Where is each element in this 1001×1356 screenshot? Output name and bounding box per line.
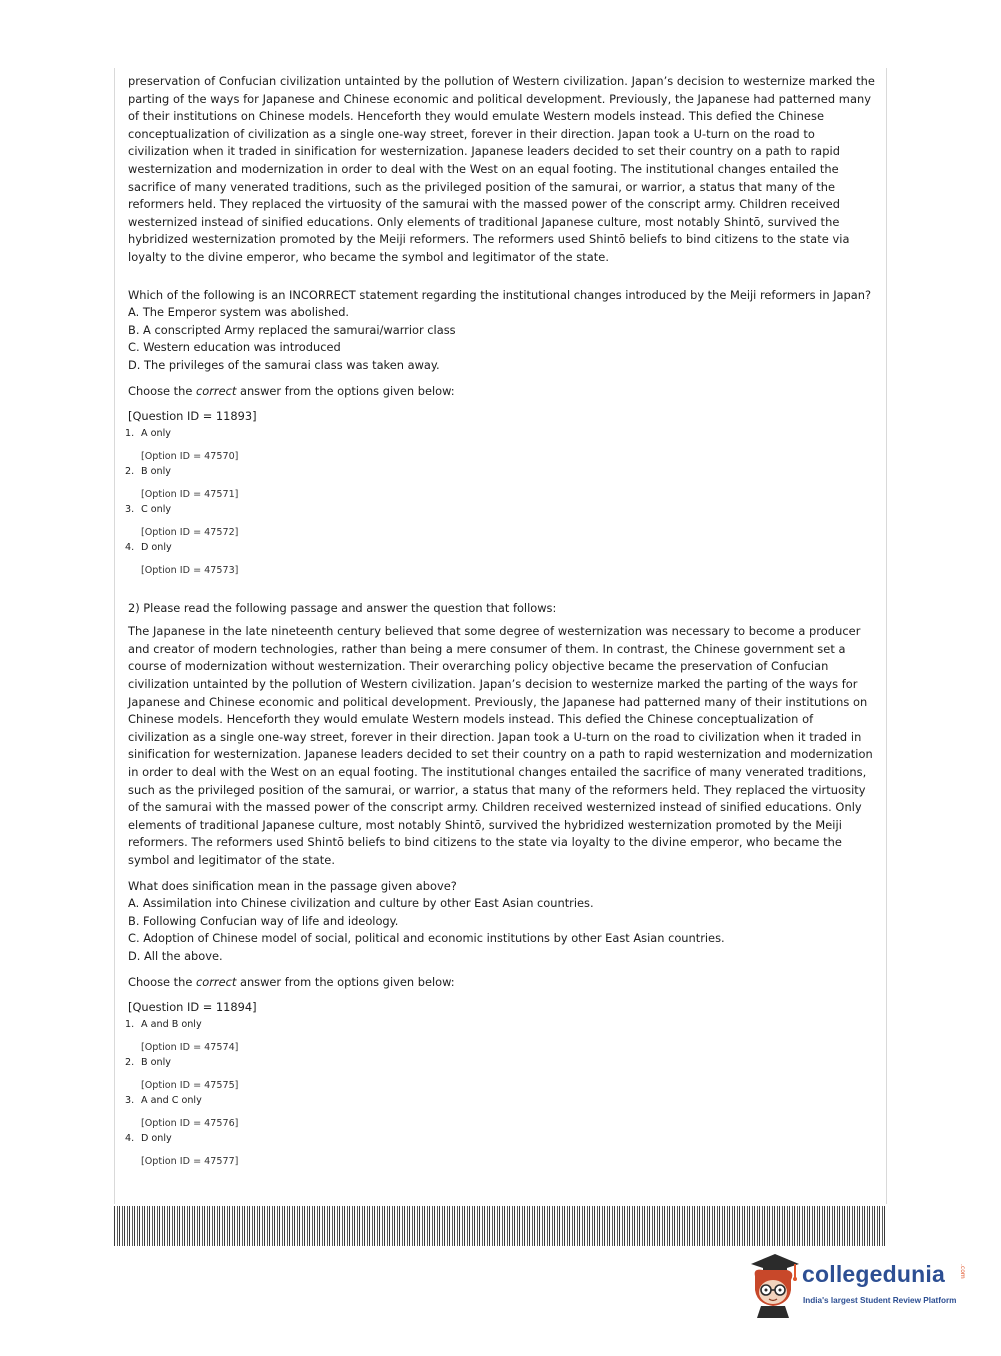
answer-option-2[interactable] <box>123 464 876 479</box>
question-id: [Question ID = 11894] <box>128 1000 257 1015</box>
statement-d: D. All the above. <box>128 948 223 963</box>
mascot-icon <box>745 1250 801 1318</box>
passage-continued: preservation of Confucian civilization untainted by the pollution of Western civilization. Japan’s decision to westernize marked the parting of the ways for Japanese and Chinese economic and political development. Previously, the Japanese had patterned many of their institutions on Chinese models. Henceforth they would emulate Western models instead. This defied the Chinese conceptualization of civilization as a single one-way street, forever in their direction. Japan took a U-turn on the road to civilization when it traded in sinification for westernization. Japanese leaders decided to set their country on a path to rapid westernization and modernization in order to deal with the West on an equal footing. The institutional changes entailed the sacrifice of many venerated traditions, such as the privileged position of the samurai, or warrior, a status that many of the reformers held. They replaced the virtuosity of the samurai with the massed power of the conscript army. Children received westernized instead of sinified educations. Only elements of traditional Japanese culture, most notably Shintō, survived the hybridized westernization promoted by the Meiji reformers. The reformers used Shintō beliefs to bind citizens to the state via loyalty to the divine emperor, who became the symbol and legitimator of the state. <box>128 74 875 264</box>
option-id: [Option ID = 47576] <box>141 1117 239 1129</box>
option-id: [Option ID = 47572] <box>141 526 239 538</box>
answer-number: 1. <box>125 427 135 439</box>
passage: The Japanese in the late nineteenth century believed that some degree of westernization was necessary to become a producer and creator of modern technologies, rather than being a mere consumer of them. In contrast, the Chinese government set a course of modernization without westernization. Their overarching policy objective became the preservation of Confucian civilization untainted by the pollution of Western civilization. Japan’s decision to westernize marked the parting of the ways for Japanese and Chinese economic and political development. Previously, the Japanese had patterned many of their institutions on Chinese models. Henceforth they would emulate Western models instead. This defied the Chinese conceptualization of civilization as a single one-way street, forever in their direction. Japan took a U-turn on the road to civilization when it traded in sinification for westernization. Japanese leaders decided to set their country on a path to rapid westernization and modernization in order to deal with the West on an equal footing. The institutional changes entailed the sacrifice of many venerated traditions, such as the privileged position of the samurai, or warrior, a status that many of the reformers held. They replaced the virtuosity of the samurai with the massed power of the conscript army. Children received westernized instead of sinified educations. Only elements of traditional Japanese culture, most notably Shintō, survived the hybridized westernization promoted by the Meiji reformers. The reformers used Shintō beliefs to bind citizens to the state via loyalty to the divine emperor, who became the symbol and legitimator of the state. <box>128 624 873 867</box>
statement-a: A. The Emperor system was abolished. <box>128 305 350 320</box>
answer-option-4[interactable] <box>123 540 876 555</box>
choose-emphasis: correct <box>196 383 237 398</box>
collegedunia-logo[interactable] <box>745 1250 975 1320</box>
answer-list <box>123 426 876 578</box>
choose-suffix: answer from the options given below: <box>236 974 455 989</box>
choose-instruction <box>128 974 876 992</box>
brand-name: collegedunia <box>802 1261 945 1287</box>
answer-option-1[interactable] <box>123 1017 876 1032</box>
answer-text: B only <box>141 1056 171 1068</box>
answer-text: D only <box>141 541 172 553</box>
option-id: [Option ID = 47577] <box>141 1155 239 1167</box>
barcode-strip <box>114 1206 886 1246</box>
answer-text: D only <box>141 1132 172 1144</box>
choose-emphasis: correct <box>196 974 237 989</box>
answer-number: 2. <box>125 465 135 477</box>
answer-number: 3. <box>125 1094 135 1106</box>
statement-d: D. The privileges of the samurai class was taken away. <box>128 357 440 372</box>
option-id: [Option ID = 47575] <box>141 1079 239 1091</box>
question-2-heading: 2) Please read the following passage and answer the question that follows: <box>128 600 557 615</box>
choose-instruction <box>128 383 876 401</box>
answer-text: A only <box>141 427 171 439</box>
answer-number: 3. <box>125 503 135 515</box>
question-1-text: Which of the following is an INCORRECT statement regarding the institutional changes introduced by the Meiji reformers in Japan? <box>128 287 872 302</box>
answer-text: C only <box>141 503 172 515</box>
choose-prefix: Choose the <box>128 974 196 989</box>
question-2-text: What does sinification mean in the passage given above? <box>128 878 457 893</box>
answer-option-3[interactable] <box>123 1093 876 1108</box>
answer-option-2[interactable] <box>123 1055 876 1070</box>
answer-option-4[interactable] <box>123 1131 876 1146</box>
option-id: [Option ID = 47574] <box>141 1041 239 1053</box>
statement-b: B. A conscripted Army replaced the samurai/warrior class <box>128 322 456 337</box>
answer-number: 1. <box>125 1018 135 1030</box>
answer-text: B only <box>141 465 171 477</box>
document-body <box>125 73 876 1169</box>
answer-number: 4. <box>125 541 135 553</box>
option-id: [Option ID = 47573] <box>141 564 239 576</box>
choose-prefix: Choose the <box>128 383 196 398</box>
question-2 <box>125 600 876 1169</box>
answer-list <box>123 1017 876 1169</box>
option-id: [Option ID = 47571] <box>141 488 239 500</box>
option-id: [Option ID = 47570] <box>141 450 239 462</box>
statement-c: C. Western education was introduced <box>128 340 341 355</box>
question-1 <box>125 287 876 578</box>
statement-c: C. Adoption of Chinese model of social, political and economic institutions by other East Asian countries. <box>128 931 725 946</box>
statement-a: A. Assimilation into Chinese civilization and culture by other East Asian countries. <box>128 896 594 911</box>
brand-tagline: India's largest Student Review Platform <box>803 1296 957 1305</box>
answer-text: A and B only <box>141 1018 202 1030</box>
brand-domain: .com <box>959 1264 966 1279</box>
question-id: [Question ID = 11893] <box>128 409 257 424</box>
answer-number: 2. <box>125 1056 135 1068</box>
answer-text: A and C only <box>141 1094 202 1106</box>
answer-number: 4. <box>125 1132 135 1144</box>
answer-option-1[interactable] <box>123 426 876 441</box>
statement-b: B. Following Confucian way of life and ideology. <box>128 913 399 928</box>
answer-option-3[interactable] <box>123 502 876 517</box>
choose-suffix: answer from the options given below: <box>236 383 455 398</box>
